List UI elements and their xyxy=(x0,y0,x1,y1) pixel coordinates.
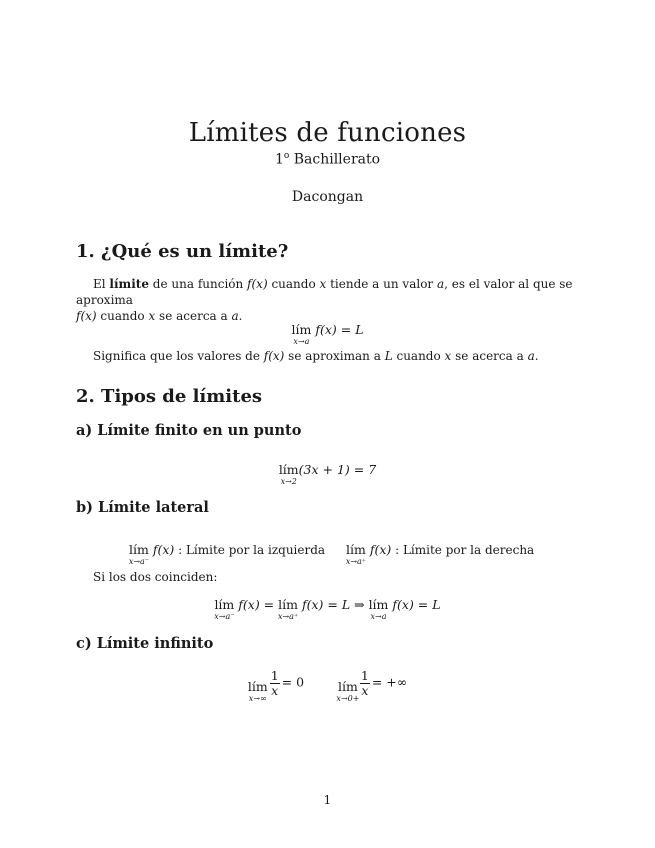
text: cuando xyxy=(267,277,320,291)
subtitle-number: 1 xyxy=(274,151,284,168)
equation-body: f(x) xyxy=(152,542,175,557)
math-fx: f(x) xyxy=(263,349,285,363)
limit-operator xyxy=(278,462,299,486)
fraction xyxy=(360,668,370,698)
lim-text: lím xyxy=(278,462,299,477)
lim-text: lím xyxy=(291,322,312,337)
page-number: 1 xyxy=(323,793,332,807)
lim-text: lím xyxy=(368,597,389,612)
text: Significa que los valores de xyxy=(93,349,264,363)
limit-definition-equation xyxy=(0,322,655,346)
equation-result: = +∞ xyxy=(371,674,408,690)
left-limit-label: : Límite por la izquierda xyxy=(174,543,326,557)
text: cuando xyxy=(392,349,445,363)
infinite-limits-equations xyxy=(0,668,655,703)
lim-subscript: x→a⁻ xyxy=(214,612,235,621)
text: se aproximan a xyxy=(284,349,385,363)
bold-term: límite xyxy=(109,277,149,291)
text: cuando xyxy=(96,309,149,323)
finite-limit-equation xyxy=(0,462,655,486)
right-limit-expression xyxy=(345,542,535,566)
lim-text: lím xyxy=(129,542,149,557)
document-subtitle xyxy=(0,151,655,168)
math-fx: f(x) xyxy=(247,277,268,291)
fraction-numerator: 1 xyxy=(270,668,279,683)
section-1-paragraph-1 xyxy=(76,276,581,324)
equation-body: (3x + 1) = 7 xyxy=(298,462,377,477)
limit-operator xyxy=(277,597,299,621)
limit-operator xyxy=(128,542,150,566)
lim-subscript: x→a⁻ xyxy=(128,557,150,566)
document-author: Dacongan xyxy=(291,189,364,205)
limit-operator xyxy=(368,597,389,621)
subtitle-text: Bachillerato xyxy=(293,151,381,168)
lim-text: lím xyxy=(214,597,235,612)
text: El xyxy=(93,277,110,291)
math-x: x xyxy=(319,277,327,291)
fraction xyxy=(270,668,280,698)
subsection-c-heading: c) Límite infinito xyxy=(76,635,214,652)
lim-subscript: x→a xyxy=(293,337,310,346)
equation-body: f(x) = L ⇒ xyxy=(301,597,369,612)
equation-body: f(x) = L xyxy=(315,322,364,337)
limit-operator xyxy=(336,679,360,703)
math-a: a xyxy=(231,309,239,323)
text: . xyxy=(238,309,243,323)
lateral-limits-equation xyxy=(0,597,655,621)
equation-body: f(x) = L xyxy=(392,597,441,612)
equation-body: f(x) = xyxy=(238,597,279,612)
lim-subscript: x→a⁺ xyxy=(277,612,299,621)
equation-body: f(x) xyxy=(369,542,392,557)
math-L: L xyxy=(384,349,393,363)
section-2-heading: 2. Tipos de límites xyxy=(76,386,263,407)
fraction-numerator: 1 xyxy=(360,668,369,683)
left-limit-expression xyxy=(128,542,326,566)
lim-text: lím xyxy=(338,679,358,694)
limit-operator xyxy=(345,542,367,566)
text: Si los dos coinciden: xyxy=(93,570,218,584)
text: se acerca a xyxy=(155,309,232,323)
math-fx: f(x) xyxy=(76,309,97,323)
coinciden-text xyxy=(76,569,581,585)
math-a: a xyxy=(527,349,535,363)
limit-operator xyxy=(214,597,235,621)
text: . xyxy=(534,349,539,363)
lim-subscript: x→a⁺ xyxy=(345,557,367,566)
lim-text: lím xyxy=(278,597,298,612)
limit-at-infinity xyxy=(247,668,305,703)
lim-subscript: x→2 xyxy=(280,477,297,486)
section-1-paragraph-2 xyxy=(76,348,581,364)
text: tiende a un valor xyxy=(326,277,437,291)
text: se acerca a xyxy=(451,349,528,363)
limit-operator xyxy=(291,322,312,346)
text: , es el valor al que se aproxima xyxy=(76,277,573,307)
right-limit-label: : Límite por la derecha xyxy=(391,543,535,557)
limit-operator xyxy=(247,679,268,703)
lim-subscript: x→0+ xyxy=(336,694,360,703)
fraction-denominator: x xyxy=(271,683,279,698)
equation-result: = 0 xyxy=(281,674,305,690)
subtitle-superscript: o xyxy=(283,151,290,161)
subsection-a-heading: a) Límite finito en un punto xyxy=(76,422,302,439)
math-x: x xyxy=(444,349,452,363)
math-x: x xyxy=(148,309,156,323)
lim-text: lím xyxy=(247,679,268,694)
document-title: Límites de funciones xyxy=(188,118,467,148)
limit-infinite-value xyxy=(336,668,408,703)
lim-subscript: x→∞ xyxy=(248,694,267,703)
lim-subscript: x→a xyxy=(370,612,387,621)
math-a: a xyxy=(436,277,445,291)
text: de una función xyxy=(148,277,248,291)
section-1-heading: 1. ¿Qué es un límite? xyxy=(76,241,289,262)
lim-text: lím xyxy=(346,542,366,557)
subsection-b-heading: b) Límite lateral xyxy=(76,499,209,516)
fraction-denominator: x xyxy=(361,683,369,698)
